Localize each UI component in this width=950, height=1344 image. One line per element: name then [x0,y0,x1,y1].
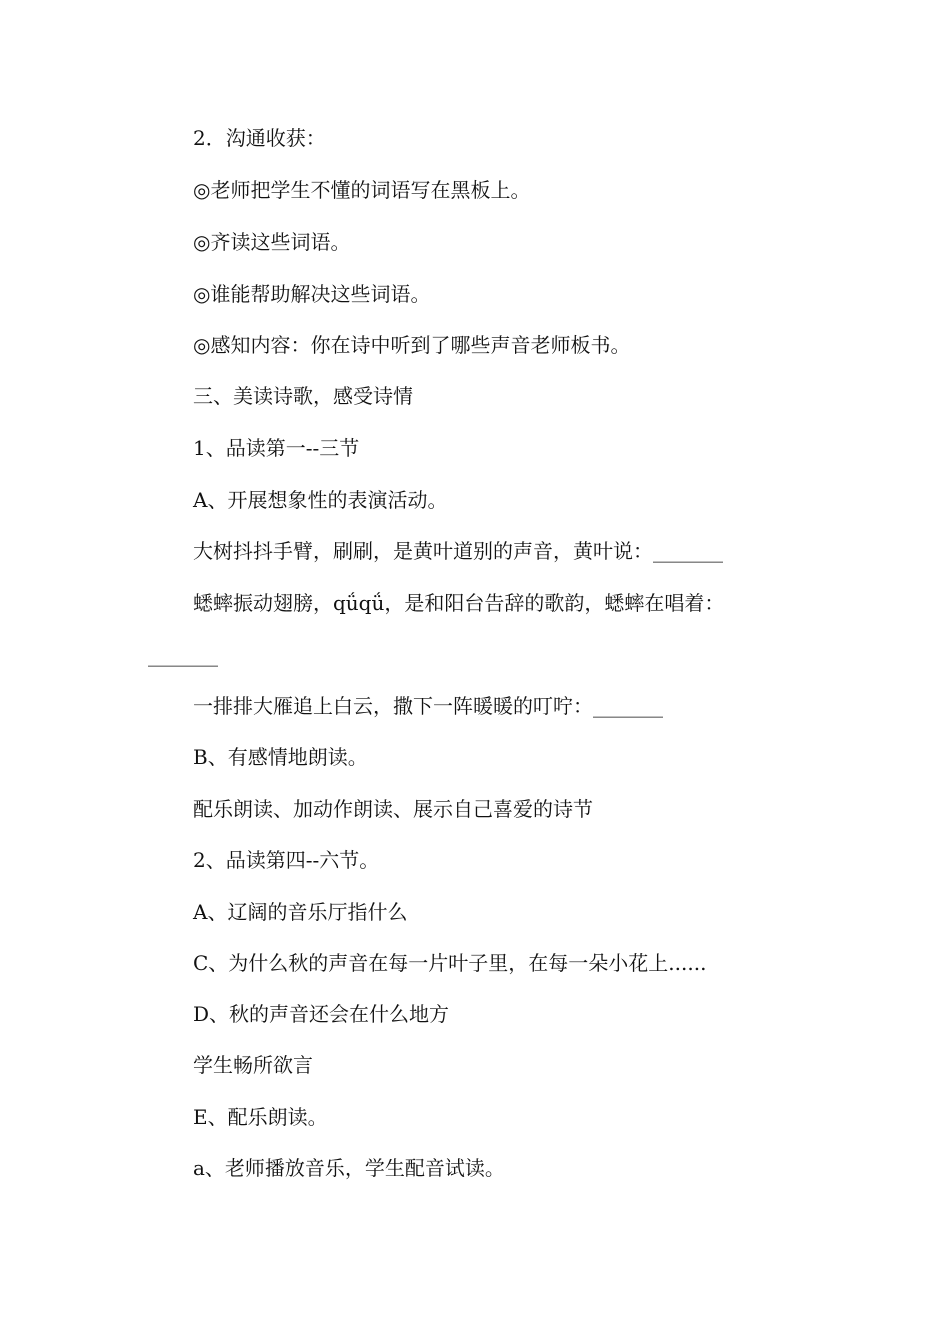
paragraph: 配乐朗读、加动作朗读、展示自己喜爱的诗节 [193,797,593,821]
paragraph: D、秋的声音还会在什么地方 [193,1002,450,1026]
bullet-item: ◎谁能帮助解决这些词语。 [193,282,431,306]
subsection-heading: 2、品读第四--六节。 [193,848,380,872]
paragraph: 大树抖抖手臂，刷刷，是黄叶道别的声音，黄叶说：_______ [193,539,723,563]
paragraph: A、开展想象性的表演活动。 [193,488,448,512]
subsection-heading: 1、品读第一--三节 [193,436,360,460]
section-heading: 三、美读诗歌，感受诗情 [193,384,413,408]
section-heading: 2．沟通收获： [193,126,326,150]
paragraph: E、配乐朗读。 [193,1105,328,1129]
blank-line: _______ [148,643,218,667]
paragraph: 蟋蟀振动翅膀，qǘqǘ，是和阳台告辞的歌韵，蟋蟀在唱着： [193,591,725,615]
paragraph: A、辽阔的音乐厅指什么 [193,900,408,924]
bullet-item: ◎齐读这些词语。 [193,230,351,254]
paragraph: B、有感情地朗读。 [193,745,368,769]
bullet-item: ◎老师把学生不懂的词语写在黑板上。 [193,178,531,202]
paragraph: 一排排大雁追上白云，撒下一阵暖暖的叮咛：_______ [193,694,663,718]
paragraph: a、老师播放音乐，学生配音试读。 [193,1156,505,1180]
paragraph: 学生畅所欲言 [193,1053,313,1077]
paragraph: C、为什么秋的声音在每一片叶子里，在每一朵小花上...... [193,951,707,975]
bullet-item: ◎感知内容：你在诗中听到了哪些声音老师板书。 [193,333,631,357]
